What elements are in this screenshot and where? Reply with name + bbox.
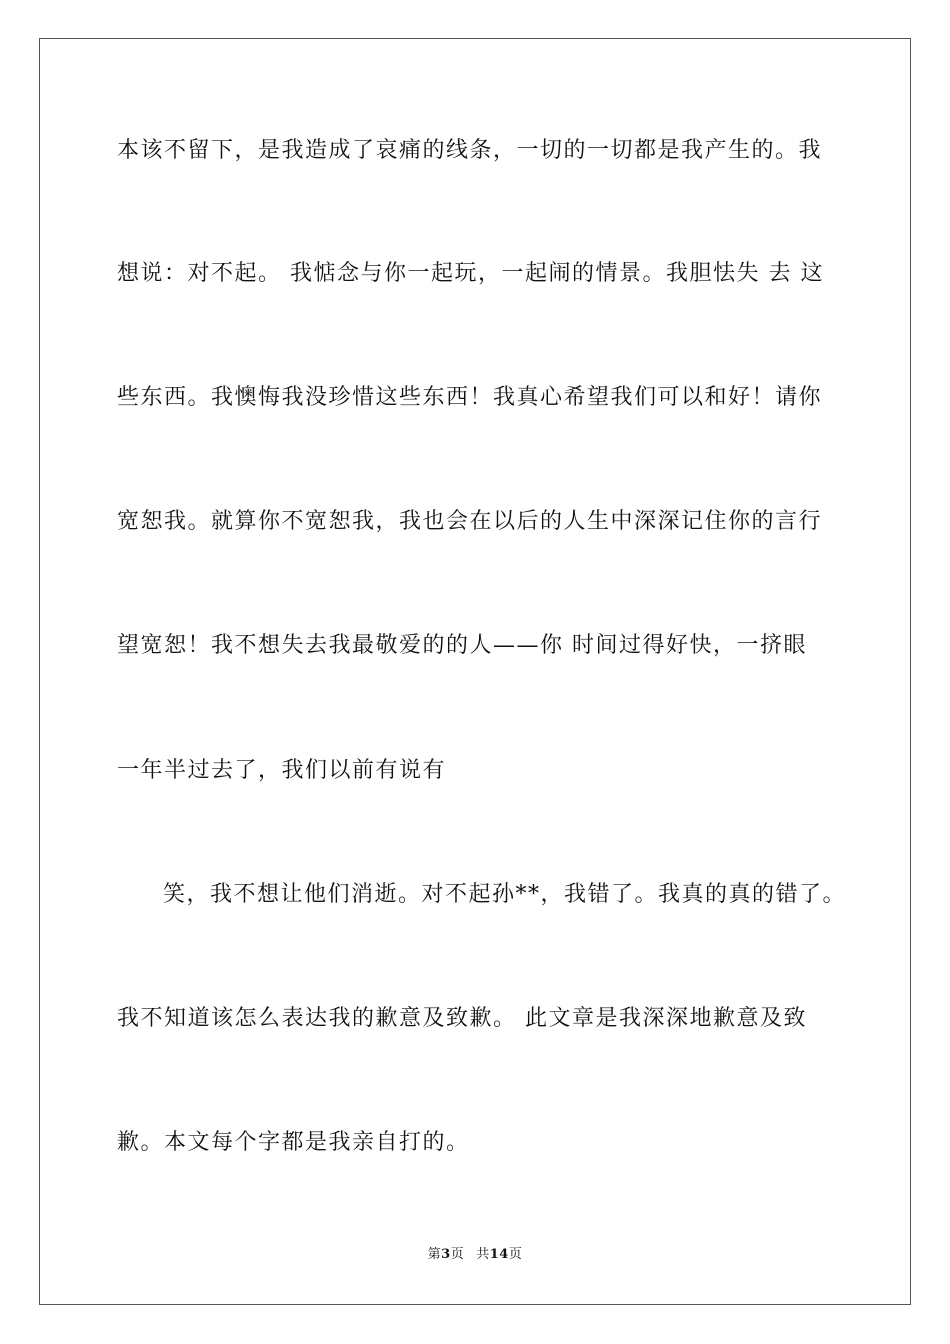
body-text-line-7: 笑，我不想让他们消逝。对不起孙**，我错了。我真的真的错了。	[163, 882, 847, 907]
page-footer	[0, 1246, 950, 1264]
body-text-line-3: 些东西。我懊悔我没珍惜这些东西！我真心希望我们可以和好！请你	[117, 385, 823, 410]
total-pages: 14	[489, 1247, 509, 1262]
body-text-line-6: 一年半过去了，我们以前有说有	[117, 758, 447, 783]
body-text-line-2: 想说：对不起。 我惦念与你一起玩，一起闹的情景。我胆怯失 去 这	[117, 261, 824, 286]
total-suffix: 页	[508, 1247, 523, 1262]
page-border	[39, 38, 911, 1305]
body-text-line-8: 我不知道该怎么表达我的歉意及致歉。 此文章是我深深地歉意及致	[117, 1006, 807, 1031]
total-prefix: 共	[476, 1247, 490, 1262]
page-suffix: 页	[450, 1247, 465, 1262]
page-prefix: 第	[427, 1247, 442, 1262]
body-text-line-5: 望宽恕！我不想失去我最敬爱的的人——你 时间过得好快，一挤眼	[117, 633, 807, 658]
page-number: 3	[441, 1247, 451, 1262]
body-text-line-1: 本该不留下，是我造成了哀痛的线条，一切的一切都是我产生的。我	[117, 138, 823, 163]
body-text-line-9: 歉。本文每个字都是我亲自打的。	[117, 1130, 470, 1155]
body-text-line-4: 宽恕我。就算你不宽恕我，我也会在以后的人生中深深记住你的言行	[117, 509, 823, 534]
